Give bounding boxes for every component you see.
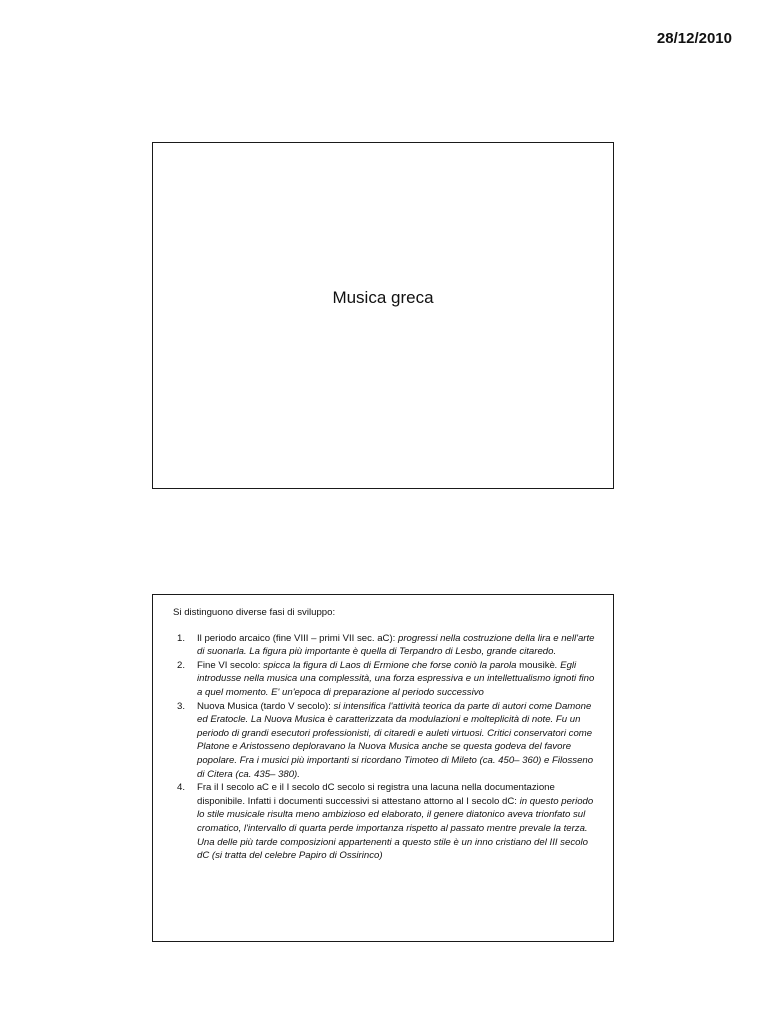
list-item-number: 2. [177,659,186,671]
slide-title-card [152,142,614,489]
list-item [173,632,601,659]
list-item-body-continued: . Egli introdusse nella musica una complessità, una forza espressiva e un intellettualismo ignoti fino a quel momento. E' un'epoca di preparazione al periodo successivo [197,659,595,698]
list-item [173,659,601,700]
list-item-number: 1. [177,632,186,644]
list-item-term: mousikè [519,659,555,671]
phase-list [173,632,601,863]
list-item-number: 4. [177,782,186,794]
list-item-body: si intensifica l'attività teorica da parte di autori come Damone ed Eratocle. La Nuova Musica è caratterizzata da modulazioni e molteplicità di note. Fu un periodo di grandi esecutori professionisti, di citaredi e auleti virtuosi. Critici conservatori come Platone e Aristosseno deploravano la Nuova Musica anche se questa godeva del favore popolare. Fra i musici più importanti si ricordano Timoteo di Mileto (ca. 450– 360) e Filosseno di Citera (ca. 435– 380). [197,700,594,780]
page-date: 28/12/2010 [656,30,732,47]
slide-title: Musica greca [332,288,434,307]
list-item-body: spicca la figura di Laos di Ermione che forse coniò la parola [263,659,520,671]
list-item-body: progressi nella costruzione della lira e nell'arte di suonarla. La figura più importante è quella di Terpandro di Lesbo, grande citaredo. [197,632,595,658]
slide-content-card [152,594,614,942]
list-item-lead: Fine VI secolo: [197,659,264,671]
list-item [173,781,601,863]
list-item-lead: Nuova Musica (tardo V secolo): [197,700,334,712]
slide-intro: Si distinguono diverse fasi di sviluppo: [173,607,336,618]
list-item-lead: Fra il I secolo aC e il I secolo dC secolo si registra una lacuna nella documentazione disponibile. Infatti i documenti successivi si attestano attorno al I secolo dC: [197,782,555,807]
list-item-number: 3. [177,700,186,712]
list-item [173,700,601,782]
list-item-lead: Il periodo arcaico (fine VIII – primi VII sec. aC): [197,632,399,644]
list-item-body: in questo periodo lo stile musicale risulta meno ambizioso ed elaborato, il genere diatonico aveva trionfato sul cromatico, l'intervallo di quarta perde importanza rispetto al passato mentre prevale la terza. Una delle più tarde composizioni appartenenti a questo stile è un inno cristiano del III secolo dC (si tratta del celebre Papiro di Ossirinco) [197,795,594,862]
